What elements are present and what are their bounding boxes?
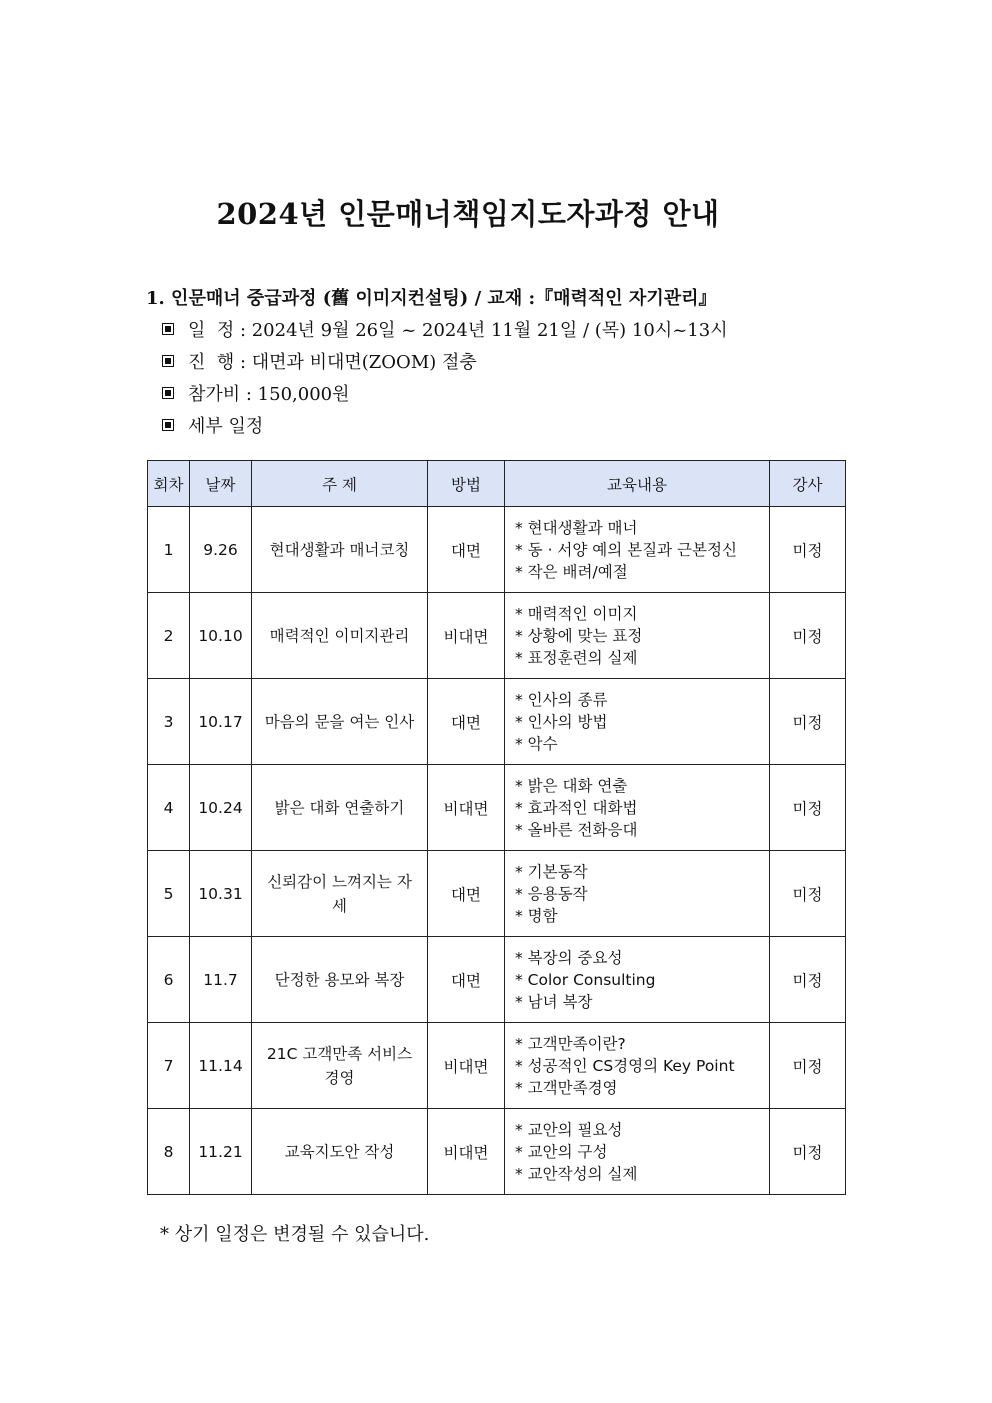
cell-content [505,851,770,937]
content-item: * 표정훈련의 실제 [515,648,638,667]
content-item: * 성공적인 CS경영의 Key Point [515,1056,735,1075]
cell-date: 10.17 [190,679,252,765]
cell-date: 11.14 [190,1023,252,1109]
content-item: * 명함 [515,906,558,925]
info-fee [162,380,350,406]
cell-method: 대면 [428,679,505,765]
cell-topic [252,593,428,679]
content-item: * 고객만족경영 [515,1078,618,1097]
topic-text: 21C 고객만족 서비스 경영 [266,1044,413,1087]
header-topic: 주 제 [252,461,428,507]
content-item: * 교안작성의 실제 [515,1164,638,1183]
content-item: * 상황에 맞는 표정 [515,626,643,645]
cell-content [505,507,770,593]
cell-method: 비대면 [428,765,505,851]
content-item: * 인사의 방법 [515,712,608,731]
content-item: * 남녀 복장 [515,992,593,1011]
cell-instructor: 미정 [770,851,846,937]
footnote: * 상기 일정은 변경될 수 있습니다. [160,1224,430,1245]
header-session: 회차 [148,461,190,507]
info-format [162,348,477,374]
content-item: * 효과적인 대화법 [515,798,638,817]
content-item: * 동 · 서양 예의 본질과 근본정신 [515,540,737,559]
cell-method: 대면 [428,507,505,593]
cell-method: 비대면 [428,1109,505,1195]
cell-instructor: 미정 [770,507,846,593]
cell-instructor: 미정 [770,593,846,679]
cell-method: 비대면 [428,1023,505,1109]
cell-session: 5 [148,851,190,937]
content-item: * 밝은 대화 연출 [515,776,628,795]
table-row [148,851,846,937]
cell-session: 2 [148,593,190,679]
topic-text: 현대생활과 매너코칭 [269,540,410,559]
content-item: * 고객만족이란? [515,1034,626,1053]
content-item: * 현대생활과 매너 [515,518,638,537]
info-fee-text: 참가비 : 150,000원 [188,384,350,405]
cell-content [505,679,770,765]
table-row [148,1023,846,1109]
cell-date: 11.21 [190,1109,252,1195]
cell-date: 11.7 [190,937,252,1023]
content-item: * 응용동작 [515,884,588,903]
cell-session: 4 [148,765,190,851]
cell-topic [252,1023,428,1109]
content-item: * 악수 [515,734,558,753]
cell-method: 대면 [428,851,505,937]
square-bullet-icon [162,323,174,335]
topic-text: 단정한 용모와 복장 [274,970,405,989]
content-item: * 교안의 구성 [515,1142,608,1161]
cell-content [505,1109,770,1195]
cell-date: 10.10 [190,593,252,679]
info-schedule-text: 일 정 : 2024년 9월 26일 ~ 2024년 11월 21일 / (목) 10시~13시 [188,320,728,341]
table-row [148,1109,846,1195]
square-bullet-icon [162,419,174,431]
content-item: * 올바른 전화응대 [515,820,638,839]
cell-date: 9.26 [190,507,252,593]
cell-instructor: 미정 [770,679,846,765]
table-row [148,593,846,679]
topic-text: 교육지도안 작성 [284,1142,395,1161]
table-row [148,937,846,1023]
cell-instructor: 미정 [770,1109,846,1195]
content-item: * 교안의 필요성 [515,1120,623,1139]
content-item: * Color Consulting [515,970,656,989]
cell-session: 6 [148,937,190,1023]
cell-topic [252,937,428,1023]
table-row [148,679,846,765]
cell-topic [252,851,428,937]
cell-session: 1 [148,507,190,593]
cell-instructor: 미정 [770,765,846,851]
content-item: * 매력적인 이미지 [515,604,638,623]
square-bullet-icon [162,355,174,367]
cell-content [505,1023,770,1109]
cell-topic [252,765,428,851]
table-body [148,507,846,1195]
table-row [148,507,846,593]
topic-text: 마음의 문을 여는 인사 [264,712,415,731]
info-format-text: 진 행 : 대면과 비대면(ZOOM) 절충 [188,352,477,373]
topic-text: 신뢰감이 느껴지는 자세 [267,872,412,915]
cell-session: 3 [148,679,190,765]
cell-date: 10.31 [190,851,252,937]
table-header-row [148,461,846,507]
header-method: 방법 [428,461,505,507]
cell-session: 7 [148,1023,190,1109]
content-item: * 작은 배려/예절 [515,562,628,581]
cell-session: 8 [148,1109,190,1195]
info-detailed-schedule-text: 세부 일정 [188,416,264,437]
cell-topic [252,507,428,593]
content-item: * 인사의 종류 [515,690,608,709]
table-row [148,765,846,851]
cell-date: 10.24 [190,765,252,851]
cell-instructor: 미정 [770,937,846,1023]
content-item: * 복장의 중요성 [515,948,623,967]
schedule-table [147,460,846,1195]
cell-content [505,765,770,851]
section-heading: 1. 인문매너 중급과정 (舊 이미지컨설팅) / 교재 :『매력적인 자기관리』 [146,288,717,309]
info-detailed-schedule [162,412,263,438]
cell-content [505,593,770,679]
cell-method: 대면 [428,937,505,1023]
page-title: 2024년 인문매너책임지도자과정 안내 [216,197,720,231]
cell-content [505,937,770,1023]
header-instructor: 강사 [770,461,846,507]
content-item: * 기본동작 [515,862,588,881]
topic-text: 밝은 대화 연출하기 [274,798,405,817]
cell-topic [252,1109,428,1195]
square-bullet-icon [162,387,174,399]
topic-text: 매력적인 이미지관리 [269,626,410,645]
header-content: 교육내용 [505,461,770,507]
header-date: 날짜 [190,461,252,507]
info-schedule [162,316,728,342]
cell-topic [252,679,428,765]
cell-method: 비대면 [428,593,505,679]
cell-instructor: 미정 [770,1023,846,1109]
